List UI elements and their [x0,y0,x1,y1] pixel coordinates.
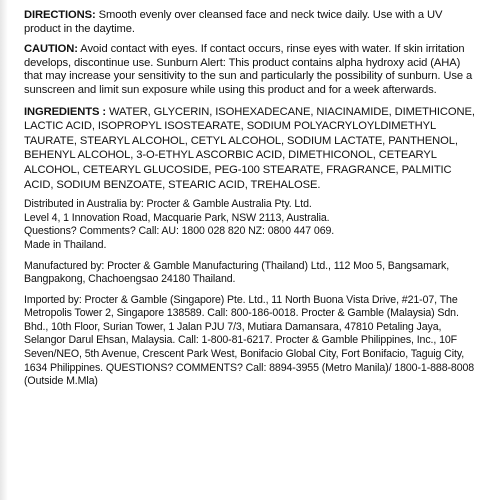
caution-heading: CAUTION: [24,43,78,56]
directions-section [24,9,476,36]
ingredients-heading: INGREDIENTS : [24,105,106,118]
caution-text: Avoid contact with eyes. If contact occurs, rinse eyes with water. If skin irritation develops, discontinue use. Sunburn Alert: This product contains alpha hydroxy acid (AHA) that may increase your sensitivity to the sun and particularly the possibility of sunburn. Use a sunscreen and limit sun exposure while using this product and for a week afterwards. [24,43,473,96]
distributed-line-4: Made in Thailand. [24,238,107,251]
distributed-line-3: Questions? Comments? Call: AU: 1800 028 820 NZ: 0800 447 069. [24,225,335,238]
caution-section [24,43,476,97]
ingredients-section [24,105,476,193]
distributed-line-1: Distributed in Australia by: Procter & Gamble Australia Pty. Ltd. [24,198,312,211]
distributed-section [24,198,476,252]
directions-text: Smooth evenly over cleansed face and neck twice daily. Use with a UV product in the daytime. [24,9,443,35]
distributed-line-2: Level 4, 1 Innovation Road, Macquarie Park, NSW 2113, Australia. [24,211,330,224]
imported-section: Imported by: Procter & Gamble (Singapore) Pte. Ltd., 11 North Buona Vista Drive, #21-07, The Metropolis Tower 2, Singapore 138589. Call: 800-186-0018. Procter & Gamble (Malaysia) Sdn. Bhd., 10th Floor, Surian Tower, 1 Jalan PJU 7/3, Mutiara Damansara, 47810 Petaling Jaya, Selangor Darul Ehsan, Malaysia. Call: 1-800-81-6217. Procter & Gamble Philippines, Inc., 10F Seven/NEO, 5th Avenue, Crescent Park West, Bonifacio Global City, Fort Bonifacio, Taguig City, 1634 Philippines. QUESTIONS? COMMENTS? Call: 8894-3955 (Metro Manila)/ 1800-1-888-8008 (Outside M.Mla) [24,293,475,388]
manufactured-section: Manufactured by: Procter & Gamble Manufacturing (Thailand) Ltd., 112 Moo 5, Bangsamark, Bangpakong, Chachoengsao 24180 Thailand. [24,259,450,286]
directions-heading: DIRECTIONS: [24,9,96,21]
ingredients-text: WATER, GLYCERIN, ISOHEXADECANE, NIACINAMIDE, DIMETHICONE, LACTIC ACID, ISOPROPYL ISOSTEARATE, SODIUM POLYACRYLOYLDIMETHYL TAURATE, STEARYL ALCOHOL, CETYL ALCOHOL, SODIUM LACTATE, PANTHENOL, BEHENYL ALCOHOL, 3-O-ETHYL ASCORBIC ACID, DIMETHICONOL, CETEARYL ALCOHOL, CETEARYL GLUCOSIDE, PEG-100 STEARATE, FRAGRANCE, PALMITIC ACID, SODIUM BENZOATE, STEARIC ACID, TREHALOSE. [24,105,475,191]
